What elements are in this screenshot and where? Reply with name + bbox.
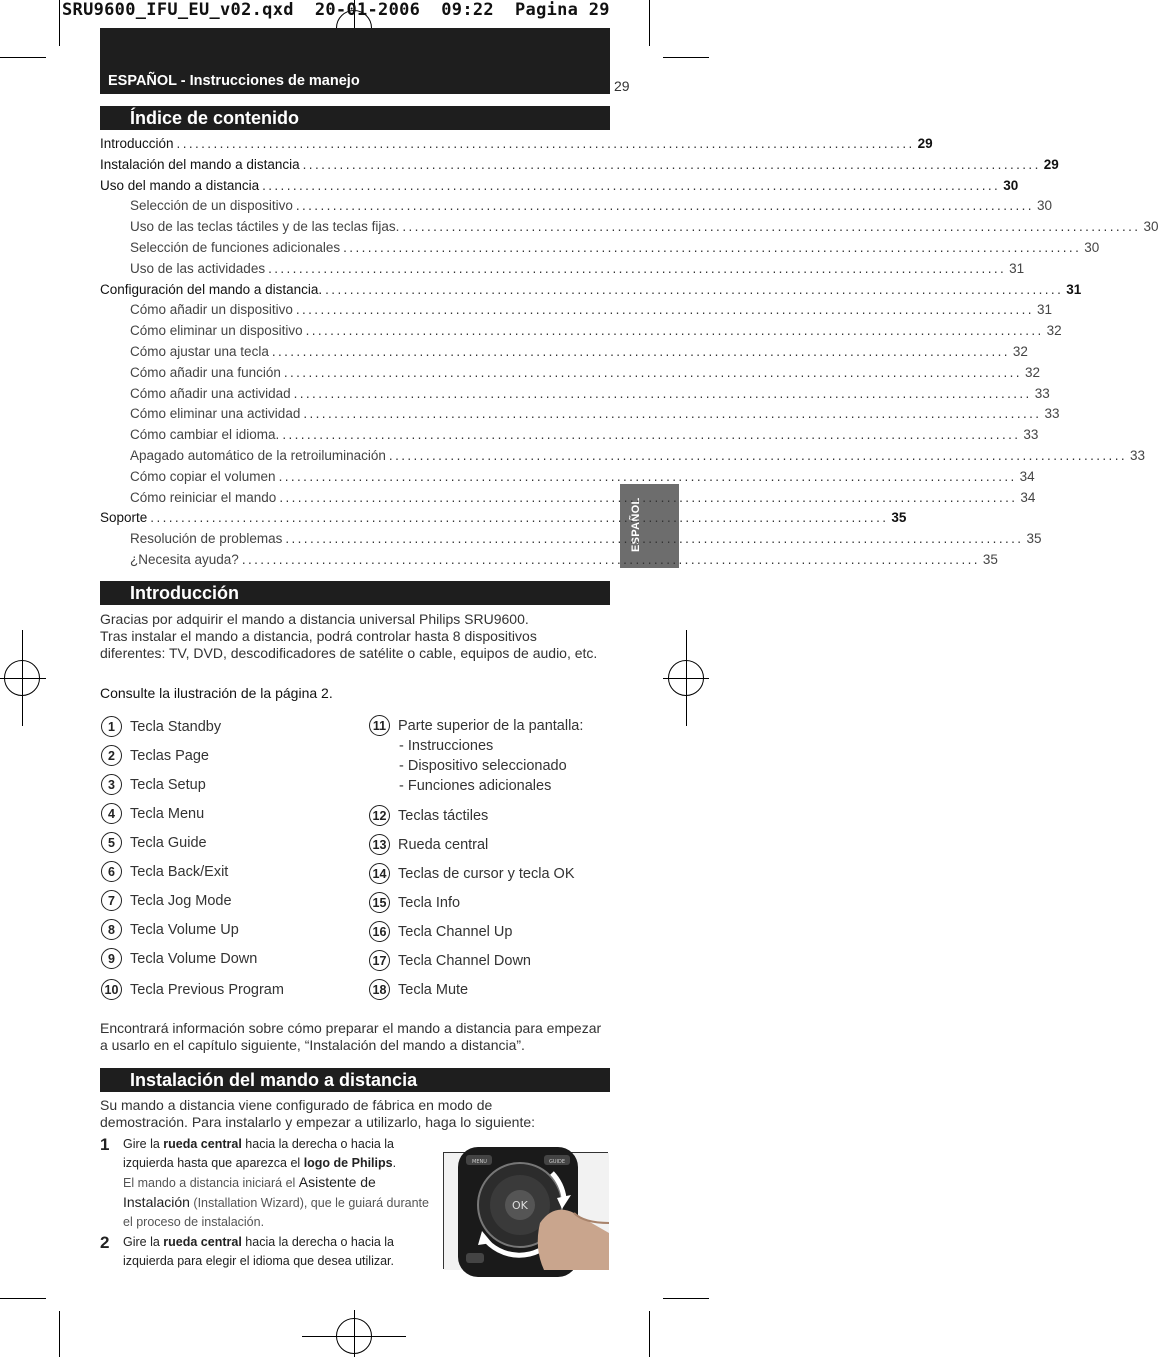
toc-entry [100, 156, 1059, 178]
toc-entry [100, 551, 998, 573]
install-step-2 [100, 1233, 435, 1271]
remote-wheel-illustration [444, 1153, 609, 1270]
toc-entry-label: Cómo añadir un dispositivo [130, 302, 293, 318]
toc-entry [100, 239, 1100, 261]
toc-leader-dots: ........................................................................................................................ [303, 406, 1042, 422]
toc-entry-page: 30 [1003, 177, 1019, 193]
legend-label: Teclas de cursor y tecla OK [398, 865, 575, 882]
toc-entry-page: 33 [1034, 385, 1050, 401]
legend-label: Tecla Volume Up [130, 921, 239, 938]
toc-leader-dots: ........................................................................................................................ [293, 385, 1032, 401]
toc-entry-page: 35 [891, 510, 907, 526]
legend-subitem: - Funciones adicionales [399, 778, 552, 794]
toc-entry-label: Cómo cambiar el idioma. [130, 427, 280, 443]
crop-mark [663, 57, 709, 58]
photo-menu-label: MENU [472, 1159, 487, 1165]
toc-entry [100, 136, 933, 157]
toc-leader-dots: ........................................................................................................................ [285, 531, 1024, 547]
toc-entry-label: ¿Necesita ayuda? [130, 551, 239, 567]
legend-item [369, 863, 575, 884]
legend-item [369, 979, 468, 1000]
toc-leader-dots: ........................................................................................................................ [305, 323, 1044, 339]
install-paragraph-1: Su mando a distancia viene configurado de fábrica en modo de demostración. Para instalarlo y empezar a utilizarlo, haga lo siguiente: [100, 1097, 536, 1130]
intro-paragraph-2: Tras instalar el mando a distancia, podrá controlar hasta 8 dispositivos diferentes: TV, DVD, descodificadores de satélite o cable, equipos de audio, etc. [100, 628, 598, 661]
legend-number-badge: 1 [101, 716, 122, 737]
toc-entry [100, 364, 1040, 386]
toc-entry-label: Cómo ajustar una tecla [130, 343, 269, 359]
toc-leader-dots: ........................................................................................................................ [295, 198, 1034, 214]
toc-entry-label: Uso del mando a distancia [100, 177, 260, 193]
crop-mark [59, 1311, 60, 1357]
toc-entry [100, 219, 1159, 240]
legend-number-badge: 12 [369, 805, 390, 826]
toc-entry-label: Cómo añadir una actividad [130, 385, 291, 401]
legend-number-badge: 6 [101, 861, 122, 882]
toc-entry-page: 32 [1046, 323, 1062, 339]
toc-entry [100, 260, 1025, 282]
toc-leader-dots: ........................................................................................................................ [176, 136, 915, 151]
photo-ok-label: OK [512, 1199, 528, 1212]
legend-number-badge: 7 [101, 890, 122, 911]
toc-entry-page: 35 [1026, 531, 1042, 547]
crop-mark [663, 1298, 709, 1299]
legend-number-badge: 9 [101, 948, 122, 969]
legend-label: Tecla Channel Down [398, 952, 531, 969]
toc-leader-dots: ........................................................................................................................ [241, 551, 980, 567]
step-text: Gire la rueda central hacia la derecha o hacia la izquierda para elegir el idioma que desea utilizar. [123, 1235, 394, 1268]
step-text: Gire la rueda central hacia la derecha o hacia la izquierda hasta que aparezca el logo de Philips. El mando a distancia iniciará el Asistente de Instalación (Installation Wizard), que le guiará durante el proceso de instalación. [123, 1137, 429, 1229]
legend-item [101, 745, 209, 766]
remote-wheel-photo [443, 1152, 608, 1269]
install-step-1 [100, 1135, 435, 1232]
toc-entry-page: 31 [1036, 302, 1052, 318]
toc-entry-label: Apagado automático de la retroiluminación [130, 447, 386, 463]
toc-entry [100, 385, 1050, 407]
legend-item [101, 948, 257, 969]
legend-label: Teclas Page [130, 747, 209, 764]
legend-number-badge: 11 [369, 715, 390, 736]
legend-label: Parte superior de la pantalla: [398, 717, 584, 734]
toc-entry-label: Selección de un dispositivo [130, 198, 293, 214]
toc-entry [100, 427, 1039, 448]
toc-entry-label: Cómo reiniciar el mando [130, 489, 277, 505]
legend-number-badge: 10 [101, 979, 122, 1000]
toc-entry-label: Selección de funciones adicionales [130, 239, 341, 255]
header-title: ESPAÑOL - Instrucciones de manejo [108, 73, 360, 89]
toc-leader-dots: ........................................................................................................................ [271, 343, 1010, 359]
legend-item [369, 950, 531, 971]
crop-mark [0, 57, 46, 58]
toc-entry [100, 510, 907, 531]
legend-item [101, 716, 221, 737]
toc-entry [100, 198, 1052, 219]
toc-entry [100, 302, 1052, 323]
legend-number-badge: 15 [369, 892, 390, 913]
legend-label: Tecla Back/Exit [130, 863, 229, 880]
crop-mark [0, 1298, 46, 1299]
legend-item [369, 805, 488, 826]
legend-number-badge: 8 [101, 919, 122, 940]
toc-entry [100, 281, 1082, 303]
crop-mark [649, 1311, 650, 1357]
toc-entry-page: 34 [1019, 468, 1035, 484]
crop-mark [59, 0, 60, 46]
toc-entry [100, 468, 1035, 490]
legend-number-badge: 3 [101, 774, 122, 795]
toc-leader-dots: ........................................................................................................................ [282, 427, 1021, 443]
toc-entry-label: Cómo eliminar un dispositivo [130, 323, 303, 339]
toc-entry [100, 489, 1036, 511]
legend-label: Tecla Channel Up [398, 923, 513, 940]
crop-mark [649, 0, 650, 46]
legend-label: Tecla Volume Down [130, 950, 258, 967]
registration-mark [686, 630, 687, 726]
legend-label: Rueda central [398, 836, 489, 853]
toc-leader-dots: ........................................................................................................................ [150, 510, 889, 526]
legend-number-badge: 16 [369, 921, 390, 942]
legend-label: Tecla Jog Mode [130, 892, 232, 909]
legend-item [369, 892, 460, 913]
toc-entry-page: 31 [1009, 260, 1025, 276]
legend-label: Tecla Standby [130, 718, 222, 735]
intro-heading: Introducción [100, 581, 610, 605]
toc-leader-dots: ........................................................................................................................ [262, 177, 1001, 193]
legend-label: Tecla Menu [130, 805, 205, 822]
toc-leader-dots: ........................................................................................................................ [343, 239, 1082, 255]
toc-entry-page: 33 [1023, 427, 1039, 443]
toc-entry-label: Cómo eliminar una actividad [130, 406, 301, 422]
toc-entry-page: 30 [1036, 198, 1052, 214]
legend-label: Tecla Previous Program [130, 981, 284, 998]
legend-item [369, 715, 583, 736]
toc-entry-label: Instalación del mando a distancia [100, 156, 300, 172]
legend-item [369, 834, 488, 855]
toc-entry [100, 447, 1146, 469]
toc-heading: Índice de contenido [100, 106, 610, 130]
page-number: 29 [614, 78, 630, 94]
toc-entry-label: Cómo añadir una función [130, 364, 281, 380]
toc-entry-page: 33 [1044, 406, 1060, 422]
legend-item [101, 979, 284, 1000]
legend-item [101, 774, 206, 795]
toc-leader-dots: ........................................................................................................................ [388, 447, 1128, 463]
toc-entry [100, 343, 1028, 365]
legend-item [101, 861, 228, 882]
legend-11-sublist [399, 736, 567, 796]
legend-item [101, 919, 239, 940]
toc-entry [100, 406, 1060, 427]
legend-label: Tecla Info [398, 894, 461, 911]
legend-label: Tecla Guide [130, 834, 207, 851]
legend-subitem: - Instrucciones [399, 738, 494, 754]
toc-entry-page: 30 [1143, 219, 1159, 235]
legend-item [369, 921, 512, 942]
toc-entry-label: Uso de las teclas táctiles y de las teclas fijas. [130, 219, 400, 235]
toc-entry-page: 35 [982, 551, 998, 567]
toc-entry-page: 31 [1066, 281, 1082, 297]
header-bar [100, 28, 610, 94]
toc-entry-page: 29 [1043, 156, 1059, 172]
step-number: 1 [100, 1135, 110, 1154]
legend-item [101, 890, 232, 911]
toc-entry-label: Soporte [100, 510, 148, 526]
toc-entry-page: 34 [1020, 489, 1036, 505]
print-slug: SRU9600_IFU_EU_v02.qxd 20-01-2006 09:22 Pagina 29 [62, 0, 610, 20]
legend-label: Teclas táctiles [398, 807, 489, 824]
intro-paragraph-4: Encontrará información sobre cómo preparar el mando a distancia para empezar a usarlo en el capítulo siguiente, “Instalación del mando a distancia”. [100, 1020, 602, 1053]
intro-illustration-ref: Consulte la ilustración de la página 2. [100, 685, 333, 701]
toc-leader-dots: ........................................................................................................................ [279, 489, 1018, 505]
toc-leader-dots: ........................................................................................................................ [302, 156, 1041, 172]
toc-entry-label: Cómo copiar el volumen [130, 468, 276, 484]
toc-leader-dots: ........................................................................................................................ [283, 364, 1022, 380]
toc-leader-dots: ........................................................................................................................ [325, 281, 1064, 297]
toc-leader-dots: ........................................................................................................................ [295, 302, 1034, 318]
toc-entry-page: 32 [1024, 364, 1040, 380]
language-side-tab: ESPAÑOL [620, 484, 679, 568]
toc-entry-label: Uso de las actividades [130, 260, 266, 276]
install-heading: Instalación del mando a distancia [100, 1068, 610, 1092]
legend-number-badge: 14 [369, 863, 390, 884]
legend-subitem: - Dispositivo seleccionado [399, 758, 567, 774]
registration-mark [22, 630, 23, 726]
legend-number-badge: 4 [101, 803, 122, 824]
toc-entry-label: Resolución de problemas [130, 531, 283, 547]
legend-item [101, 803, 204, 824]
toc-entry [100, 531, 1042, 552]
registration-mark [354, 1310, 355, 1357]
legend-number-badge: 5 [101, 832, 122, 853]
legend-label: Tecla Mute [398, 981, 469, 998]
toc-entry-page: 30 [1084, 239, 1100, 255]
legend-number-badge: 17 [369, 950, 390, 971]
legend-number-badge: 18 [369, 979, 390, 1000]
toc-entry-page: 32 [1012, 343, 1028, 359]
legend-number-badge: 13 [369, 834, 390, 855]
toc-entry-label: Configuración del mando a distancia. [100, 281, 323, 297]
legend-number-badge: 2 [101, 745, 122, 766]
legend-item [101, 832, 207, 853]
toc-leader-dots: ........................................................................................................................ [402, 219, 1141, 235]
toc-entry-label: Introducción [100, 136, 174, 151]
toc-entry-page: 33 [1130, 447, 1146, 463]
photo-guide-label: GUIDE [549, 1159, 566, 1165]
toc-entry [100, 323, 1062, 344]
toc-entry [100, 177, 1019, 199]
step-number: 2 [100, 1233, 110, 1252]
toc-entry-page: 29 [917, 136, 933, 151]
intro-paragraph-1: Gracias por adquirir el mando a distancia universal Philips SRU9600. [100, 611, 529, 627]
toc-leader-dots: ........................................................................................................................ [268, 260, 1007, 276]
toc-leader-dots: ........................................................................................................................ [278, 468, 1017, 484]
registration-mark [0, 678, 46, 679]
legend-label: Tecla Setup [130, 776, 206, 793]
